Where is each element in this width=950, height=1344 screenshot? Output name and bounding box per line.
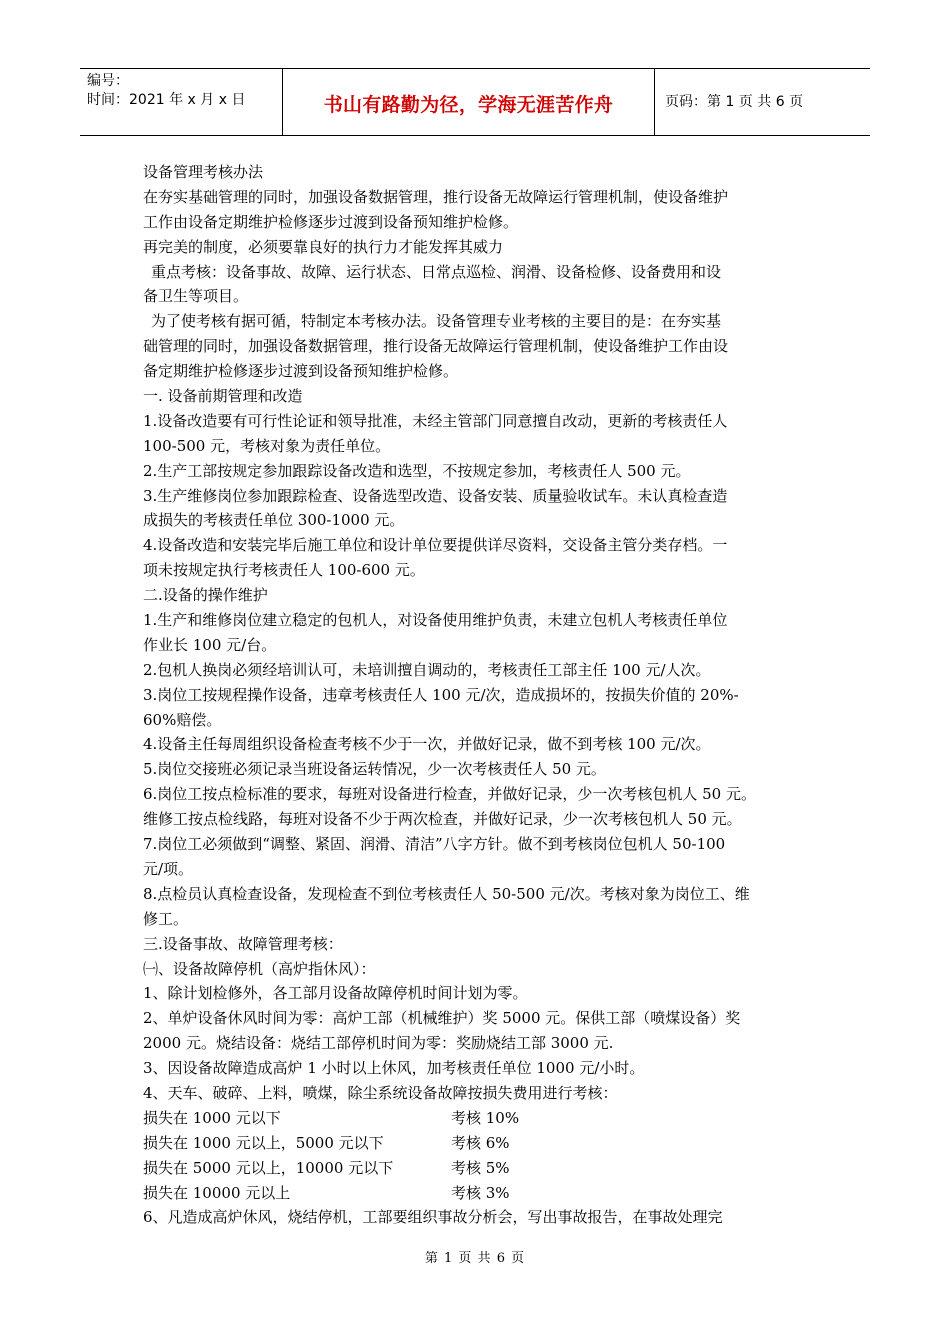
paragraph-line: 4、天车、破碎、上料，喷煤，除尘系统设备故障按损失费用进行考核：	[143, 1083, 618, 1102]
paragraph-line: 6.岗位工按点检标准的要求，每班对设备进行检查，并做好记录，少一次考核包机人 50 元。	[143, 785, 756, 804]
document-body	[143, 160, 823, 1230]
loss-range: 损失在 1000 元以上，5000 元以下	[143, 1133, 384, 1152]
paragraph-line: 2000 元。烧结设备：烧结工部停机时间为零：奖励烧结工部 3000 元.	[143, 1034, 614, 1053]
paragraph-line: 4.设备主任每周组织设备检查考核不少于一次，并做好记录，做不到考核 100 元/次。	[143, 735, 711, 754]
loss-table-row	[143, 1131, 823, 1156]
paragraph-line: 1、除计划检修外，各工部月设备故障停机时间计划为零。	[143, 984, 528, 1003]
document-header	[80, 68, 870, 136]
paragraph-line: 3.生产维修岗位参加跟踪检查、设备选型改造、设备安装、质量验收试车。未认真检查造	[143, 486, 728, 505]
header-page-code: 页码：第 1 页 共 6 页	[665, 94, 804, 110]
paragraph-line: 3、因设备故障造成高炉 1 小时以上休风，加考核责任单位 1000 元/小时。	[143, 1059, 645, 1078]
paragraph-line: 6、凡造成高炉休风，烧结停机，工部要组织事故分析会，写出事故报告，在事故处理完	[143, 1208, 723, 1227]
loss-range: 损失在 1000 元以下	[143, 1108, 281, 1127]
paragraph-line: 作业长 100 元/台。	[143, 635, 277, 654]
loss-table-row	[143, 1156, 823, 1181]
header-middle-cell	[283, 69, 655, 135]
loss-range: 损失在 5000 元以上，10000 元以下	[143, 1158, 394, 1177]
paragraph-line: 100-500 元，考核对象为责任单位。	[143, 436, 391, 455]
header-left-cell	[80, 69, 283, 135]
loss-range: 损失在 10000 元以上	[143, 1183, 291, 1202]
paragraph-line: 修工。	[143, 909, 189, 928]
paragraph-line: 1.生产和维修岗位建立稳定的包机人，对设备使用维护负责，未建立包机人考核责任单位	[143, 611, 728, 630]
header-motto: 书山有路勤为径，学海无涯苦作舟	[323, 94, 614, 116]
page-footer: 第 1 页 共 6 页	[424, 1251, 526, 1266]
paragraph-line: 1.设备改造要有可行性论证和领导批准，未经主管部门同意擅自改动，更新的考核责任人	[143, 411, 728, 430]
loss-table-row	[143, 1181, 823, 1206]
paragraph-line: 5.岗位交接班必须记录当班设备运转情况，少一次考核责任人 50 元。	[143, 760, 606, 779]
paragraph-line: 项未按规定执行考核责任人 100-600 元。	[143, 561, 425, 580]
paragraph-line: 元/项。	[143, 859, 194, 878]
paragraph-line: 2.包机人换岗必须经培训认可，未培训擅自调动的，考核责任工部主任 100 元/人次。	[143, 660, 711, 679]
loss-rate: 考核 3%	[451, 1183, 510, 1202]
paragraph-line: 维修工按点检线路，每班对设备不少于两次检查，并做好记录，少一次考核包机人 50 元。	[143, 810, 742, 829]
loss-rate: 考核 5%	[451, 1158, 510, 1177]
doc-title: 设备管理考核办法	[143, 163, 264, 181]
loss-rate: 考核 10%	[451, 1108, 520, 1127]
paragraph-line: 7.岗位工必须做到“调整、紧固、润滑、清洁”八字方针。做不到考核岗位包机人 50-100	[143, 835, 726, 854]
paragraph-line: 备卫生等项目。	[143, 287, 249, 306]
paragraph-line: 工作由设备定期维护检修逐步过渡到设备预知维护检修。	[143, 212, 519, 231]
paragraph-line: 在夯实基础管理的同时，加强设备数据管理，推行设备无故障运行管理机制，使设备维护	[143, 187, 729, 206]
document-time: 时间：2021 年 x 月 x 日	[87, 92, 246, 108]
section-heading: 二.设备的操作维护	[143, 586, 268, 605]
document-number: 编号：	[87, 73, 129, 89]
paragraph-line: 60%赔偿。	[143, 710, 222, 729]
paragraph-line: 备定期维护检修逐步过渡到设备预知维护检修。	[143, 362, 459, 381]
subsection-heading: ㈠、设备故障停机（高炉指休风）：	[143, 959, 376, 978]
paragraph-line: 成损失的考核责任单位 300-1000 元。	[143, 511, 405, 530]
paragraph-line: 础管理的同时，加强设备数据管理，推行设备无故障运行管理机制，使设备维护工作由设	[143, 337, 729, 356]
paragraph-line: 重点考核：设备事故、故障、运行状态、日常点巡检、润滑、设备检修、设备费用和设	[151, 262, 722, 281]
paragraph-line: 2、单炉设备休风时间为零：高炉工部（机械维护）奖 5000 元。保供工部（喷煤设备）奖	[143, 1009, 741, 1028]
section-heading: 三.设备事故、故障管理考核：	[143, 934, 343, 953]
loss-table-row	[143, 1106, 823, 1131]
loss-rate: 考核 6%	[451, 1133, 510, 1152]
paragraph-line: 8.点检员认真检查设备，发现检查不到位考核责任人 50-500 元/次。考核对象为岗位工、维	[143, 884, 750, 903]
section-heading: 一. 设备前期管理和改造	[143, 387, 303, 406]
paragraph-line: 3.岗位工按规程操作设备，违章考核责任人 100 元/次，造成损坏的，按损失价值的 20%-	[143, 685, 739, 704]
paragraph-line: 为了使考核有据可循，特制定本考核办法。设备管理专业考核的主要目的是：在夯实基	[151, 312, 722, 331]
paragraph-line: 2.生产工部按规定参加跟踪设备改造和选型，不按规定参加，考核责任人 500 元。	[143, 461, 691, 480]
paragraph-line: 再完美的制度，必须要靠良好的执行力才能发挥其威力	[143, 237, 504, 256]
paragraph-line: 4.设备改造和安装完毕后施工单位和设计单位要提供详尽资料，交设备主管分类存档。一	[143, 536, 728, 555]
